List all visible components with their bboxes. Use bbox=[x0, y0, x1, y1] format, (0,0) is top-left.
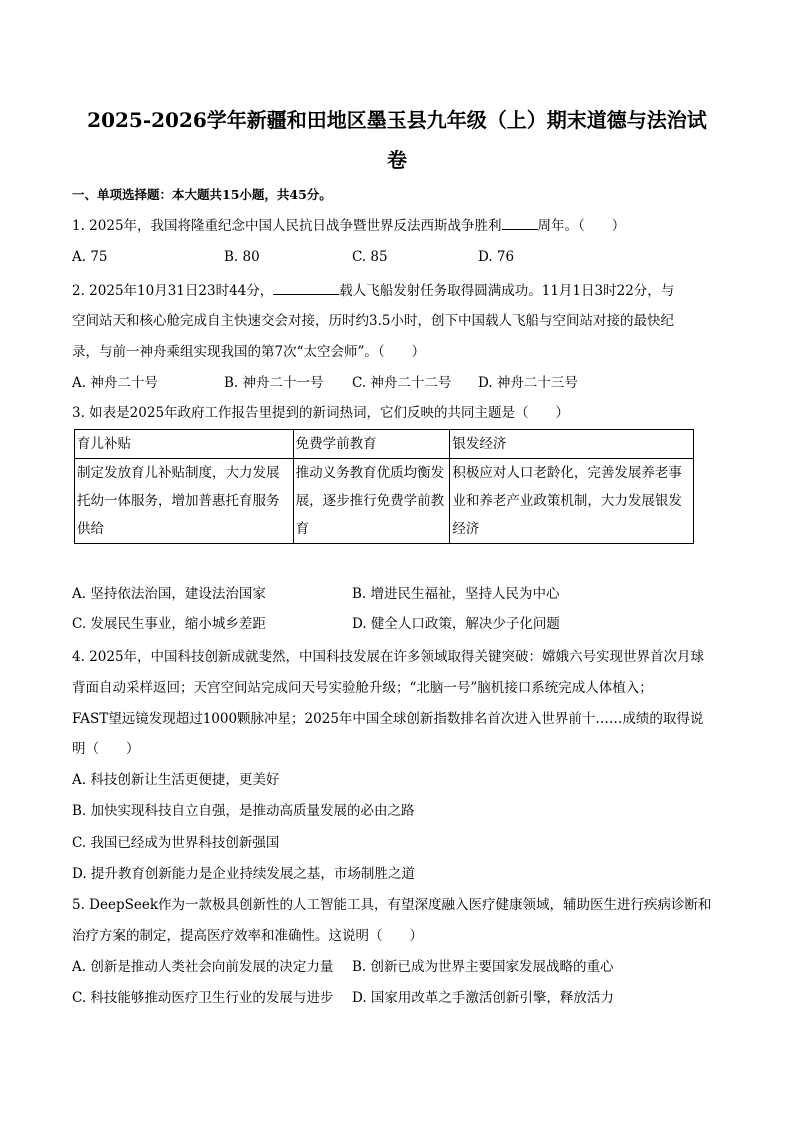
q2-option-c[interactable]: C. 神舟二十二号 bbox=[352, 375, 452, 391]
q3-table bbox=[74, 429, 694, 544]
q2-line1-rest: 载人飞船发射任务取得圆满成功。11月1日3时22分，与 bbox=[339, 283, 675, 299]
q1-option-b[interactable]: B. 80 bbox=[224, 249, 260, 265]
q1-text-a: 1. 2025年，我国将隆重纪念中国人民抗日战争暨世界反法西斯战争胜利 bbox=[72, 218, 502, 234]
question-1 bbox=[72, 215, 625, 236]
cell-line: 育 bbox=[295, 521, 310, 537]
question-5-line-1: 5. DeepSeek作为一款极具创新性的人工智能工具，有望深度融入医疗健康领域，辅助医生进行疾病诊断和 bbox=[72, 897, 712, 913]
q1-option-a[interactable]: A. 75 bbox=[72, 249, 108, 265]
table-header-row bbox=[75, 430, 694, 459]
exam-title bbox=[60, 100, 734, 180]
q3-option-d[interactable]: D. 健全人口政策，解决少子化问题 bbox=[352, 616, 560, 632]
q2-option-d[interactable]: D. 神舟二十三号 bbox=[478, 375, 578, 391]
cell-line: 积极应对人口老龄化，完善发展养老事 bbox=[452, 465, 682, 481]
q3-option-b[interactable]: B. 增进民生福祉，坚持人民为中心 bbox=[352, 586, 560, 602]
q4-option-c[interactable]: C. 我国已经成为世界科技创新强国 bbox=[72, 835, 280, 851]
table-row bbox=[75, 459, 694, 544]
cell-line: 业和养老产业政策机制，大力发展银发 bbox=[452, 493, 682, 509]
table-header-cell: 免费学前教育 bbox=[293, 430, 450, 459]
cell-line: 供给 bbox=[77, 521, 104, 537]
title-line-2: 卷 bbox=[387, 148, 407, 172]
cell-line: 展，逐步推行免费学前教 bbox=[295, 493, 445, 509]
q1-option-d[interactable]: D. 76 bbox=[478, 249, 515, 265]
table-cell bbox=[450, 459, 694, 544]
q4-option-d[interactable]: D. 提升教育创新能力是企业持续发展之基，市场制胜之道 bbox=[72, 866, 415, 882]
section-heading: 一、单项选择题：本大题共15小题，共45分。 bbox=[72, 187, 332, 202]
title-line-1: 2025-2026学年新疆和田地区墨玉县九年级（上）期末道德与法治试 bbox=[87, 108, 707, 132]
question-4-line-3: FAST望远镜发现超过1000颗脉冲星；2025年中国全球创新指数排名首次进入世界前十……成绩的取得说 bbox=[72, 711, 704, 727]
question-4-line-1: 4. 2025年，中国科技创新成就斐然，中国科技发展在许多领域取得关键突破：嫦娥六号实现世界首次月球 bbox=[72, 649, 705, 665]
q2-blank bbox=[273, 280, 339, 295]
cell-line: 托幼一体服务，增加普惠托育服务 bbox=[77, 493, 280, 509]
q4-option-b[interactable]: B. 加快实现科技自立自强，是推动高质量发展的必由之路 bbox=[72, 803, 415, 819]
question-2-line-2: 空间站天和核心舱完成自主快速交会对接，历时约3.5小时，创下中国载人飞船与空间站对接的最快纪 bbox=[72, 313, 674, 329]
q5-option-a[interactable]: A. 创新是推动人类社会向前发展的决定力量 bbox=[72, 959, 334, 975]
question-4-line-4: 明（ ） bbox=[72, 741, 140, 757]
table-header-cell: 银发经济 bbox=[450, 430, 694, 459]
question-2-line-3: 录，与前一神舟乘组实现我国的第7次“太空会师”。（ ） bbox=[72, 344, 426, 360]
question-4-line-2: 背面自动采样返回；天宫空间站完成问天号实验舱升级；“北脑一号”脑机接口系统完成人体植入； bbox=[72, 680, 653, 696]
q1-option-c[interactable]: C. 85 bbox=[352, 249, 388, 265]
q3-option-c[interactable]: C. 发展民生事业，缩小城乡差距 bbox=[72, 616, 266, 632]
cell-line: 推动义务教育优质均衡发 bbox=[295, 465, 445, 481]
table-cell bbox=[293, 459, 450, 544]
question-2-line-1 bbox=[72, 280, 674, 301]
q5-option-d[interactable]: D. 国家用改革之手激活创新引擎，释放活力 bbox=[352, 990, 614, 1006]
q1-blank bbox=[502, 215, 538, 230]
q2-option-b[interactable]: B. 神舟二十一号 bbox=[224, 375, 324, 391]
q1-text-b: 周年。（ ） bbox=[537, 218, 626, 234]
cell-line: 经济 bbox=[452, 521, 480, 537]
q5-option-c[interactable]: C. 科技能够推动医疗卫生行业的发展与进步 bbox=[72, 990, 334, 1006]
question-5-line-2: 治疗方案的制定，提高医疗效率和准确性。这说明（ ） bbox=[72, 928, 423, 944]
q3-option-a[interactable]: A. 坚持依法治国，建设法治国家 bbox=[72, 586, 266, 602]
q2-prefix: 2. 2025年10月31日23时44分， bbox=[72, 283, 274, 299]
q4-option-a[interactable]: A. 科技创新让生活更便捷，更美好 bbox=[72, 772, 280, 788]
q5-option-b[interactable]: B. 创新已成为世界主要国家发展战略的重心 bbox=[352, 959, 614, 975]
q2-option-a[interactable]: A. 神舟二十号 bbox=[72, 375, 158, 391]
table-header-cell: 育儿补贴 bbox=[75, 430, 294, 459]
table-cell bbox=[75, 459, 294, 544]
cell-line: 制定发放育儿补贴制度，大力发展 bbox=[77, 465, 280, 481]
question-3: 3. 如表是2025年政府工作报告里提到的新词热词，它们反映的共同主题是（ ） bbox=[72, 405, 570, 421]
